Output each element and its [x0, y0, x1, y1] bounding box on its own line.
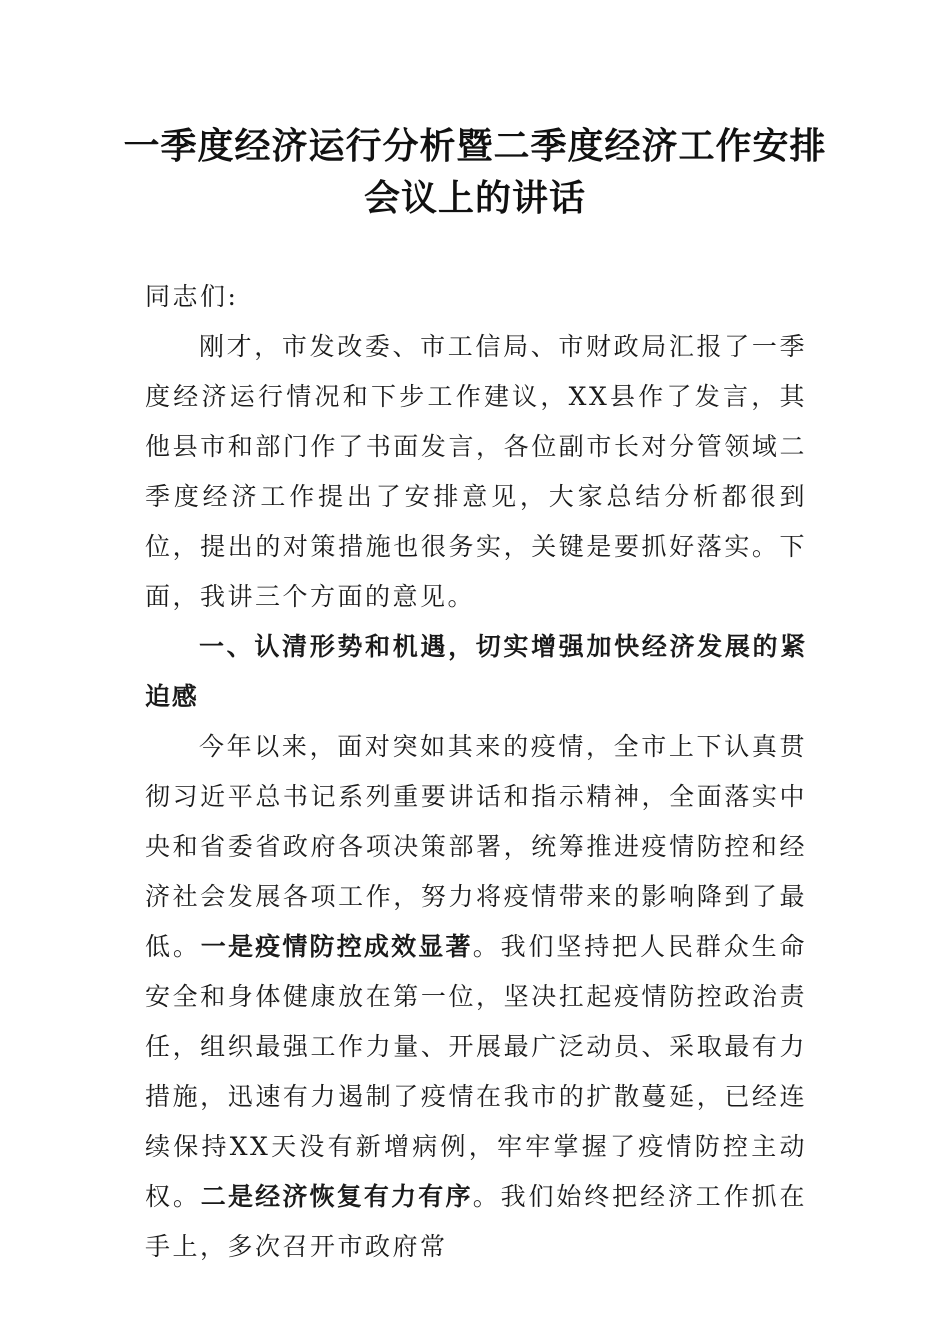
point-1-text: 。我们坚持把人民群众生命安全和身体健康放在第一位，坚决扛起疫情防控政治责任，组织最强工作力量、开展最广泛动员、采取最有力措施，迅速有力遏制了疫情在我市的扩散蔓延，已经连续保持XX天没有新增病例，牢牢掌握了疫情防控主动权。 [145, 932, 807, 1211]
document-body [145, 272, 807, 1272]
salutation: 同志们: [145, 282, 239, 311]
intro-paragraph: 刚才，市发改委、市工信局、市财政局汇报了一季度经济运行情况和下步工作建议，XX县作了发言，其他县市和部门作了书面发言，各位副市长对分管领域二季度经济工作提出了安排意见，大家总结分析都很到位，提出的对策措施也很务实，关键是要抓好落实。下面，我讲三个方面的意见。 [145, 332, 807, 611]
title-line-1: 一季度经济运行分析暨二季度经济工作安排 [123, 125, 827, 167]
section-heading-1: 一、认清形势和机遇，切实增强加快经济发展的紧迫感 [145, 632, 807, 711]
point-1-label: 一是疫情防控成效显著 [200, 932, 473, 961]
title-line-2: 会议上的讲话 [363, 177, 586, 219]
body-paragraph [145, 722, 807, 1272]
point-2-text: 。我们始终把经济工作抓在手上，多次召开市政府常 [145, 1182, 807, 1261]
paragraph-lead: 今年以来，面对突如其来的疫情，全市上下认真贯彻习近平总书记系列重要讲话和指示精神，全面落实中央和省委省政府各项决策部署，统筹推进疫情防控和经济社会发展各项工作，努力将疫情带来的影响降到了最低。 [145, 732, 807, 961]
document-title [120, 120, 830, 224]
point-2-label: 二是经济恢复有力有序 [200, 1182, 473, 1211]
